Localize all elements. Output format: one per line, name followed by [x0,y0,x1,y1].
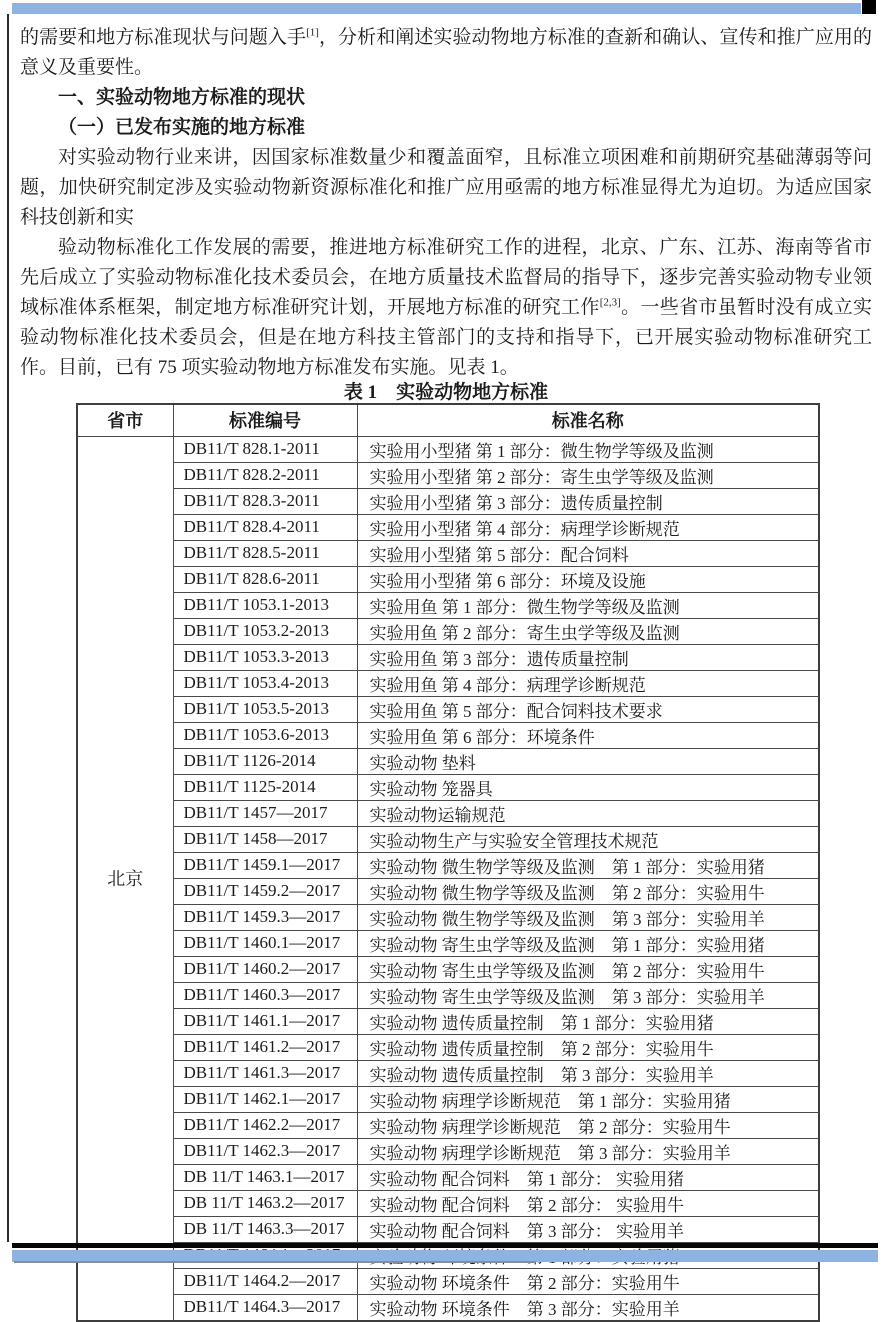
standard-code-cell: DB11/T 1460.3—2017 [173,982,357,1008]
table-row [77,696,819,722]
table-row [77,904,819,930]
standard-name-cell: 实验用鱼 第 3 部分：遗传质量控制 [357,644,819,670]
standard-name-cell: 实验用小型猪 第 3 部分：遗传质量控制 [357,488,819,514]
standard-name-cell: 实验用鱼 第 1 部分：微生物学等级及监测 [357,592,819,618]
standard-code-cell: DB11/T 1461.2—2017 [173,1034,357,1060]
subsection-heading: （一）已发布实施的地方标准 [58,117,306,138]
standard-name-cell: 实验用小型猪 第 4 部分：病理学诊断规范 [357,514,819,540]
standard-code-cell: DB11/T 1459.3—2017 [173,904,357,930]
standard-code-cell: DB11/T 1464.2—2017 [173,1268,357,1294]
standard-code-cell: DB11/T 1053.3-2013 [173,644,357,670]
table-row [77,618,819,644]
table-row [77,670,819,696]
column-header-province: 省市 [77,404,173,436]
standard-code-cell: DB11/T 828.1-2011 [173,436,357,462]
standard-code-cell: DB11/T 828.3-2011 [173,488,357,514]
standard-code-cell: DB11/T 828.2-2011 [173,462,357,488]
standard-name-cell: 实验动物 遗传质量控制 第 1 部分：实验用猪 [357,1008,819,1034]
table-row [77,462,819,488]
standard-code-cell: DB11/T 1461.3—2017 [173,1060,357,1086]
citation-marker-1: [1] [306,26,319,39]
standard-name-cell: 实验动物生产与实验安全管理技术规范 [357,826,819,852]
standard-code-cell: DB 11/T 1463.1—2017 [173,1164,357,1190]
standard-name-cell: 实验动物 遗传质量控制 第 3 部分：实验用羊 [357,1060,819,1086]
standard-name-cell: 实验用小型猪 第 6 部分：环境及设施 [357,566,819,592]
table-row [77,1216,819,1242]
standard-name-cell: 实验动物 病理学诊断规范 第 2 部分：实验用牛 [357,1112,819,1138]
table-row [77,1034,819,1060]
standard-name-cell: 实验用小型猪 第 1 部分：微生物学等级及监测 [357,436,819,462]
standard-code-cell: DB11/T 1460.1—2017 [173,930,357,956]
standard-name-cell: 实验用鱼 第 2 部分：寄生虫学等级及监测 [357,618,819,644]
standard-code-cell: DB11/T 1053.5-2013 [173,696,357,722]
province-cell: 北京 [77,436,173,1321]
bottom-bar-shadow [14,1261,536,1263]
standard-code-cell: DB11/T 828.5-2011 [173,540,357,566]
table-row [77,748,819,774]
table-row [77,644,819,670]
table-row [77,800,819,826]
standard-code-cell: DB 11/T 1463.3—2017 [173,1216,357,1242]
table-row [77,1190,819,1216]
table-row [77,592,819,618]
table-header-row [77,404,819,436]
standard-name-cell: 实验动物运输规范 [357,800,819,826]
paragraph-1: 对实验动物行业来讲，因国家标准数量少和覆盖面窄，且标准立项困难和前期研究基础薄弱等问题，加快研究制定涉及实验动物新资源标准化和推广应用亟需的地方标准显得尤为迫切。为适应国家科技创新和实 [20,147,872,228]
standard-name-cell: 实验用小型猪 第 5 部分：配合饲料 [357,540,819,566]
standard-name-cell: 实验动物 配合饲料 第 3 部分： 实验用羊 [357,1216,819,1242]
standard-name-cell: 实验用鱼 第 6 部分：环境条件 [357,722,819,748]
left-border-rule [7,14,9,1242]
standard-code-cell: DB11/T 1464.3—2017 [173,1294,357,1321]
table-row [77,1086,819,1112]
standard-code-cell: DB11/T 1125-2014 [173,774,357,800]
table-row [77,1060,819,1086]
paragraph-2 [20,233,872,383]
standard-name-cell: 实验用小型猪 第 2 部分：寄生虫学等级及监测 [357,462,819,488]
table-row [77,1008,819,1034]
standard-code-cell: DB11/T 1457—2017 [173,800,357,826]
top-border-bar [12,3,861,14]
standard-name-cell: 实验动物 微生物学等级及监测 第 1 部分：实验用猪 [357,852,819,878]
bottom-rule [12,1243,878,1248]
table-row [77,826,819,852]
standard-name-cell: 实验动物 寄生虫学等级及监测 第 1 部分：实验用猪 [357,930,819,956]
table-row [77,982,819,1008]
standard-code-cell: DB11/T 1459.2—2017 [173,878,357,904]
table-row [77,566,819,592]
table-row [77,930,819,956]
standard-name-cell: 实验用鱼 第 5 部分：配合饲料技术要求 [357,696,819,722]
table-row [77,956,819,982]
paragraph-2-cont: 。一些省市虽暂时没有成立实验动物标准化技术委员会，但是在地方科技主管部门的支持和指导下，已开展实验动物标准研究工作。目前，已有 75 项实验动物地方标准发布实施。见表 1。 [20,297,872,378]
table-row [77,436,819,462]
table-row [77,774,819,800]
standard-code-cell: DB11/T 1053.4-2013 [173,670,357,696]
standard-code-cell: DB11/T 1459.1—2017 [173,852,357,878]
standard-code-cell: DB11/T 1462.1—2017 [173,1086,357,1112]
standard-name-cell: 实验动物 寄生虫学等级及监测 第 3 部分：实验用羊 [357,982,819,1008]
standard-code-cell: DB11/T 1053.1-2013 [173,592,357,618]
table-row [77,488,819,514]
table-row [77,514,819,540]
standards-table [76,403,820,1322]
standard-code-cell: DB11/T 1053.6-2013 [173,722,357,748]
standard-code-cell: DB11/T 828.6-2011 [173,566,357,592]
standard-name-cell: 实验动物 配合饲料 第 2 部分： 实验用牛 [357,1190,819,1216]
standard-code-cell: DB11/T 1462.2—2017 [173,1112,357,1138]
table-title: 表 1 实验动物地方标准 [343,382,549,403]
citation-marker-2-3: [2,3] [599,296,621,309]
paragraph-intro [20,23,872,83]
document-content [20,23,872,1322]
standard-name-cell: 实验动物 环境条件 第 2 部分：实验用牛 [357,1268,819,1294]
standard-name-cell: 实验动物 垫料 [357,748,819,774]
column-header-code: 标准编号 [173,404,357,436]
table-row [77,1294,819,1321]
table-row [77,878,819,904]
standard-name-cell: 实验动物 寄生虫学等级及监测 第 2 部分：实验用牛 [357,956,819,982]
standard-name-cell: 实验用鱼 第 4 部分：病理学诊断规范 [357,670,819,696]
standard-code-cell: DB11/T 1461.1—2017 [173,1008,357,1034]
table-row [77,1112,819,1138]
paragraph-2-text: 验动物标准化工作发展的需要，推进地方标准研究工作的进程，北京、广东、江苏、海南等省市先后成立了实验动物标准化技术委员会，在地方质量技术监督局的指导下，逐步完善实验动物专业领域标准体系框架，制定地方标准研究计划，开展地方标准的研究工作 [20,237,872,318]
standard-name-cell: 实验动物 环境条件 第 3 部分：实验用羊 [357,1294,819,1321]
standard-code-cell: DB11/T 1462.3—2017 [173,1138,357,1164]
section-heading: 一、实验动物地方标准的现状 [58,87,306,108]
table-row [77,1268,819,1294]
paragraph-intro-text: 的需要和地方标准现状与问题入手 [20,27,307,48]
paragraph-intro-cont: ，分析和阐述实验动物地方标准的查新和确认、宣传和推广应用的意义及重要性。 [20,27,872,78]
standard-code-cell: DB 11/T 1463.2—2017 [173,1190,357,1216]
column-header-name: 标准名称 [357,404,819,436]
standard-name-cell: 实验动物 病理学诊断规范 第 1 部分：实验用猪 [357,1086,819,1112]
standard-code-cell: DB11/T 1126-2014 [173,748,357,774]
standard-name-cell: 实验动物 遗传质量控制 第 2 部分：实验用牛 [357,1034,819,1060]
standard-name-cell: 实验动物 微生物学等级及监测 第 2 部分：实验用牛 [357,878,819,904]
standard-name-cell: 实验动物 配合饲料 第 1 部分： 实验用猪 [357,1164,819,1190]
standard-name-cell: 实验动物 病理学诊断规范 第 3 部分：实验用羊 [357,1138,819,1164]
standard-code-cell: DB11/T 828.4-2011 [173,514,357,540]
table-row [77,540,819,566]
table-row [77,722,819,748]
top-border-end-cap [862,0,876,14]
table-body [77,436,819,1321]
standard-code-cell: DB11/T 1053.2-2013 [173,618,357,644]
standard-code-cell: DB11/T 1458—2017 [173,826,357,852]
standard-code-cell: DB11/T 1460.2—2017 [173,956,357,982]
table-row [77,1164,819,1190]
table-row [77,852,819,878]
standard-name-cell: 实验动物 笼器具 [357,774,819,800]
table-row [77,1138,819,1164]
standard-name-cell: 实验动物 微生物学等级及监测 第 3 部分：实验用羊 [357,904,819,930]
